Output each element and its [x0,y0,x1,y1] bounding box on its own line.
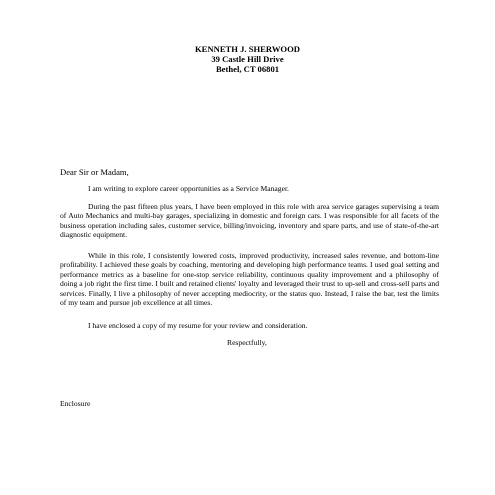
sender-city-state-zip: Bethel, CT 06801 [215,64,280,74]
closing: Respectfully, [227,338,267,347]
paragraph-experience: During the past fifteen plus years, I have been employed in this role with area service garages supervising a team of Auto Mechanics and multi-bay garages, specializing in domestic and foreign cars. I was responsible for all facets of the business operation including sales, customer service, billing/invoicing, inventory and spare parts, and use of state-of-the-art diagnostic equipment. [60,202,439,240]
enclosure-label: Enclosure [60,399,91,408]
sender-street: 39 Castle Hill Drive [211,54,284,64]
sender-name: KENNETH J. SHERWOOD [195,44,300,54]
paragraph-achievements: While in this role, I consistently lowered costs, improved productivity, increased sales revenue, and bottom-line profitability. I achieved these goals by coaching, mentoring and developing high performance teams. I used goal setting and performance metrics as a baseline for one-stop service reliability, continuous quality improvement and a philosophy of doing a job right the first time. I built and retained clients' loyalty and leveraged their trust to up-sell and cross-sell parts and services. Finally, I live a philosophy of never accepting mediocrity, or the status quo. Instead, I raise the bar, test the limits of my team and pursue job excellence at all times. [60,251,439,308]
paragraph-enclosure-note: I have enclosed a copy of my resume for your review and consideration. [88,321,308,330]
paragraph-intro: I am writing to explore career opportunities as a Service Manager. [88,184,289,193]
letterhead [0,44,495,74]
salutation: Dear Sir or Madam, [60,167,129,177]
